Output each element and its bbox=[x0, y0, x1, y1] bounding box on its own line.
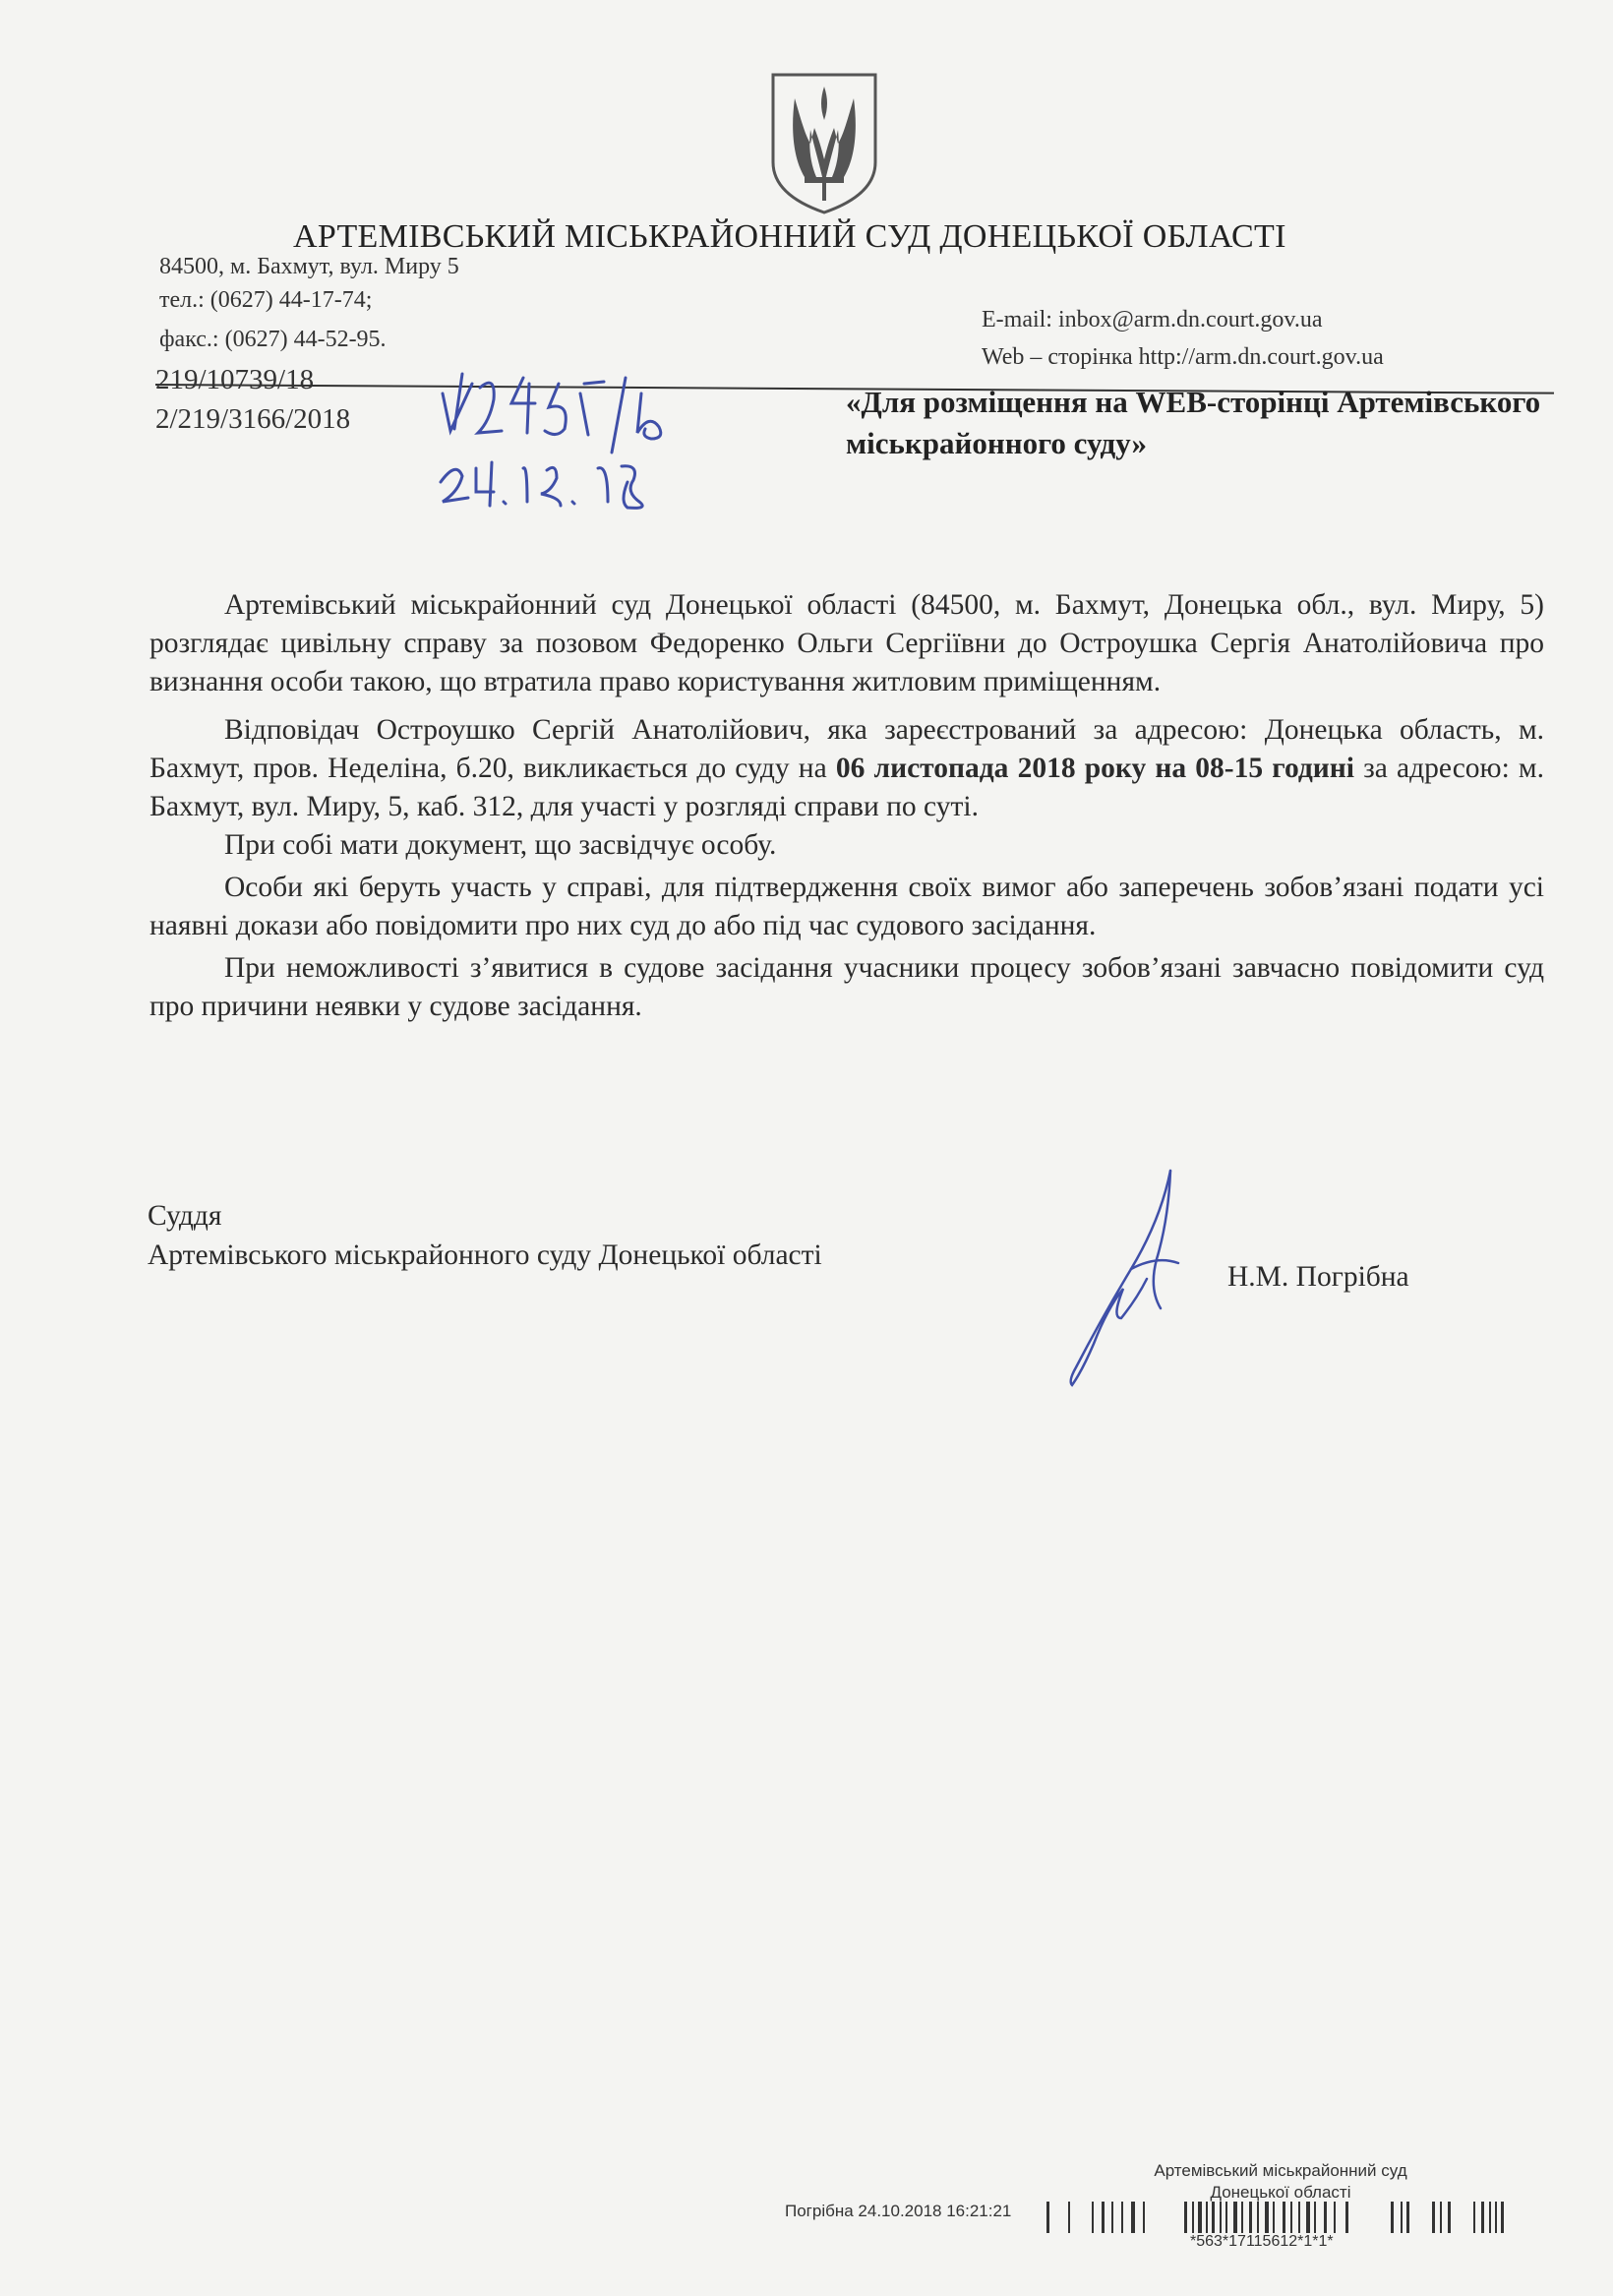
court-address: 84500, м. Бахмут, вул. Миру 5 bbox=[159, 254, 459, 279]
handwritten-registration-mark bbox=[433, 344, 708, 531]
hearing-datetime: 06 листопада 2018 року на 08-15 годині bbox=[835, 753, 1354, 784]
paragraph-2 bbox=[149, 711, 1544, 826]
judge-court: Артемівського міськрайонного суду Донецької області bbox=[148, 1239, 822, 1271]
registry-barcode bbox=[1046, 2200, 1538, 2237]
registry-barcode-text: *563*17115612*1*1* bbox=[1190, 2233, 1334, 2250]
court-email: E-mail: inbox@arm.dn.court.gov.ua bbox=[982, 307, 1323, 332]
registry-court-line-1: Артемівський міськрайонний суд bbox=[1154, 2161, 1407, 2180]
judge-block bbox=[148, 1196, 822, 1275]
judge-role: Суддя bbox=[148, 1200, 222, 1232]
paragraph-1: Артемівський міськрайонний суд Донецької області (84500, м. Бахмут, Донецька обл., вул. Миру, 5) розглядає цивільну справу за позовом Федоренко Ольги Сергіївни до Остроушка Сергія Анатолійовича про визнання особи такою, що втратила право користування житловим приміщенням. bbox=[149, 589, 1544, 697]
coat-of-arms-icon bbox=[765, 69, 883, 216]
court-title: АРТЕМІВСЬКИЙ МІСЬКРАЙОННИЙ СУД ДОНЕЦЬКОЇ ОБЛАСТІ bbox=[293, 218, 1286, 255]
paragraph-5: При неможливості з’явитися в судове засідання учасники процесу зобов’язані завчасно повідомити суд про причини неявки у судове засідання. bbox=[149, 952, 1544, 1022]
paragraph-4: Особи які беруть участь у справі, для підтвердження своїх вимог або заперечень зобов’язані подати усі наявні докази або повідомити про них суд до або під час судового засідання. bbox=[149, 872, 1544, 941]
judge-name: Н.М. Погрібна bbox=[1227, 1261, 1409, 1293]
paragraph-3: При собі мати документ, що засвідчує особу. bbox=[224, 829, 777, 861]
web-publication-note: «Для розміщення на WEB-сторінці Артемівського міськрайонного суду» bbox=[846, 385, 1541, 460]
court-website: Web – сторінка http://arm.dn.court.gov.ua bbox=[982, 344, 1384, 370]
case-ref-1: 219/10739/18 bbox=[155, 364, 315, 395]
registry-stamp-court bbox=[1143, 2160, 1418, 2204]
paragraph-2-address: за адресою: м. Бахмут, вул. Миру, 5, каб. 312, для участі у розгляді справи по суті. bbox=[149, 753, 1544, 822]
registry-date: Погрібна 24.10.2018 16:21:21 bbox=[785, 2202, 1012, 2220]
court-phone: тел.: (0627) 44-17-74; bbox=[159, 287, 373, 313]
notice-body bbox=[149, 586, 1544, 1026]
court-fax: факс.: (0627) 44-52-95. bbox=[159, 327, 387, 352]
paragraph-2-text: Відповідач Остроушко Сергій Анатолійович, яка зареєстрований за адресою: Донецька область, м. Бахмут, пров. Неделіна, б.20, викликається до суду на bbox=[149, 714, 1544, 784]
case-ref-2: 2/219/3166/2018 bbox=[155, 403, 351, 435]
judge-signature bbox=[1013, 1161, 1210, 1397]
registry-court-line-2: Донецької області bbox=[1210, 2183, 1351, 2202]
